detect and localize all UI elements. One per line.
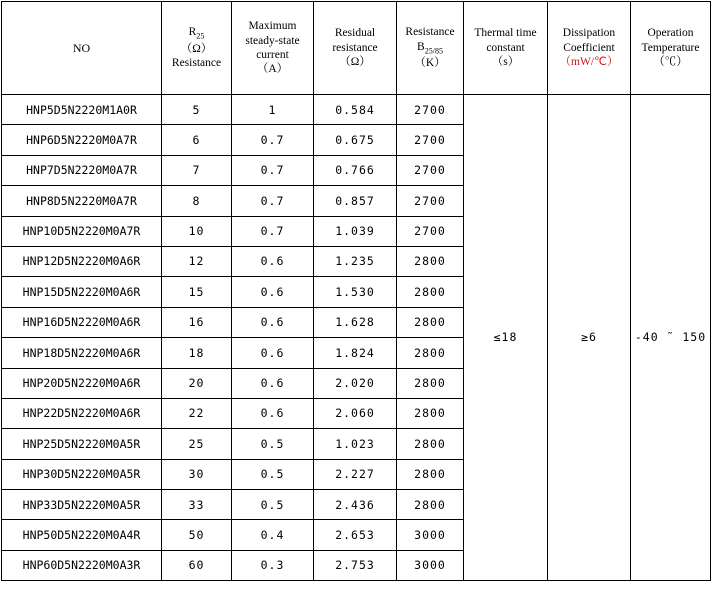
cell-residual: 0.584 [314,95,397,125]
cell-bvalue: 2700 [397,186,464,216]
cell-residual: 1.824 [314,338,397,368]
cell-r25: 20 [162,368,232,398]
cell-part-number: HNP50D5N2220M0A4R [2,520,162,550]
cell-current: 0.6 [232,246,314,276]
column-header-b-value: Resistance $B_{25/85}$ （K） [397,2,464,95]
cell-current: 0.5 [232,429,314,459]
cell-part-number: HNP7D5N2220M0A7R [2,155,162,185]
cell-bvalue: 2700 [397,155,464,185]
cell-residual: 1.628 [314,307,397,337]
cell-current: 0.6 [232,338,314,368]
cell-r25: 15 [162,277,232,307]
table-header-row [2,2,711,95]
cell-operation-temperature: -40 ˜ 150 [631,95,711,581]
cell-part-number: HNP60D5N2220M0A3R [2,550,162,580]
cell-residual: 1.039 [314,216,397,246]
cell-r25: 30 [162,459,232,489]
cell-part-number: HNP8D5N2220M0A7R [2,186,162,216]
column-header-no: NO [2,2,162,95]
cell-current: 0.7 [232,125,314,155]
cell-r25: 7 [162,155,232,185]
cell-r25: 10 [162,216,232,246]
cell-part-number: HNP15D5N2220M0A6R [2,277,162,307]
cell-bvalue: 2700 [397,95,464,125]
cell-residual: 2.060 [314,398,397,428]
cell-r25: 8 [162,186,232,216]
column-header-thermal-time-constant: Thermal time constant （s） [464,2,548,95]
cell-residual: 2.227 [314,459,397,489]
cell-current: 0.5 [232,490,314,520]
cell-part-number: HNP10D5N2220M0A7R [2,216,162,246]
cell-bvalue: 2800 [397,398,464,428]
table-row [2,95,711,125]
cell-part-number: HNP5D5N2220M1A0R [2,95,162,125]
cell-residual: 0.857 [314,186,397,216]
cell-r25: 22 [162,398,232,428]
cell-bvalue: 2800 [397,368,464,398]
cell-part-number: HNP30D5N2220M0A5R [2,459,162,489]
cell-bvalue: 2800 [397,338,464,368]
cell-current: 0.7 [232,216,314,246]
column-header-max-current: Maximum steady-state current （A） [232,2,314,95]
cell-residual: 1.530 [314,277,397,307]
cell-current: 0.7 [232,186,314,216]
cell-current: 0.6 [232,307,314,337]
cell-residual: 2.436 [314,490,397,520]
cell-part-number: HNP6D5N2220M0A7R [2,125,162,155]
cell-part-number: HNP20D5N2220M0A6R [2,368,162,398]
cell-residual: 2.020 [314,368,397,398]
cell-residual: 2.653 [314,520,397,550]
cell-part-number: HNP18D5N2220M0A6R [2,338,162,368]
cell-current: 0.7 [232,155,314,185]
column-header-r25: $R_{25}$ （Ω） Resistance [162,2,232,95]
cell-current: 0.3 [232,550,314,580]
cell-current: 0.5 [232,459,314,489]
cell-r25: 18 [162,338,232,368]
cell-residual: 0.766 [314,155,397,185]
cell-r25: 16 [162,307,232,337]
cell-bvalue: 2800 [397,429,464,459]
cell-r25: 12 [162,246,232,276]
cell-bvalue: 3000 [397,520,464,550]
cell-part-number: HNP16D5N2220M0A6R [2,307,162,337]
cell-current: 0.4 [232,520,314,550]
cell-current: 0.6 [232,368,314,398]
cell-bvalue: 2800 [397,490,464,520]
column-header-residual-resistance: Residual resistance （Ω） [314,2,397,95]
cell-current: 0.6 [232,398,314,428]
column-header-operation-temperature: Operation Temperature （℃） [631,2,711,95]
cell-r25: 60 [162,550,232,580]
cell-part-number: HNP25D5N2220M0A5R [2,429,162,459]
cell-r25: 5 [162,95,232,125]
cell-bvalue: 2700 [397,125,464,155]
cell-bvalue: 2800 [397,459,464,489]
cell-r25: 6 [162,125,232,155]
cell-part-number: HNP33D5N2220M0A5R [2,490,162,520]
cell-thermal-time-constant: ≤18 [464,95,548,581]
cell-current: 0.6 [232,277,314,307]
specification-table [1,1,711,581]
cell-residual: 1.023 [314,429,397,459]
cell-part-number: HNP22D5N2220M0A6R [2,398,162,428]
cell-r25: 50 [162,520,232,550]
cell-residual: 2.753 [314,550,397,580]
cell-r25: 33 [162,490,232,520]
cell-current: 1 [232,95,314,125]
cell-bvalue: 2800 [397,277,464,307]
cell-residual: 0.675 [314,125,397,155]
cell-bvalue: 2700 [397,216,464,246]
column-header-dissipation-coefficient: Dissipation Coefficient （mW/℃） [548,2,631,95]
cell-r25: 25 [162,429,232,459]
cell-bvalue: 2800 [397,307,464,337]
cell-dissipation-coefficient: ≥6 [548,95,631,581]
cell-bvalue: 3000 [397,550,464,580]
cell-bvalue: 2800 [397,246,464,276]
cell-residual: 1.235 [314,246,397,276]
cell-part-number: HNP12D5N2220M0A6R [2,246,162,276]
